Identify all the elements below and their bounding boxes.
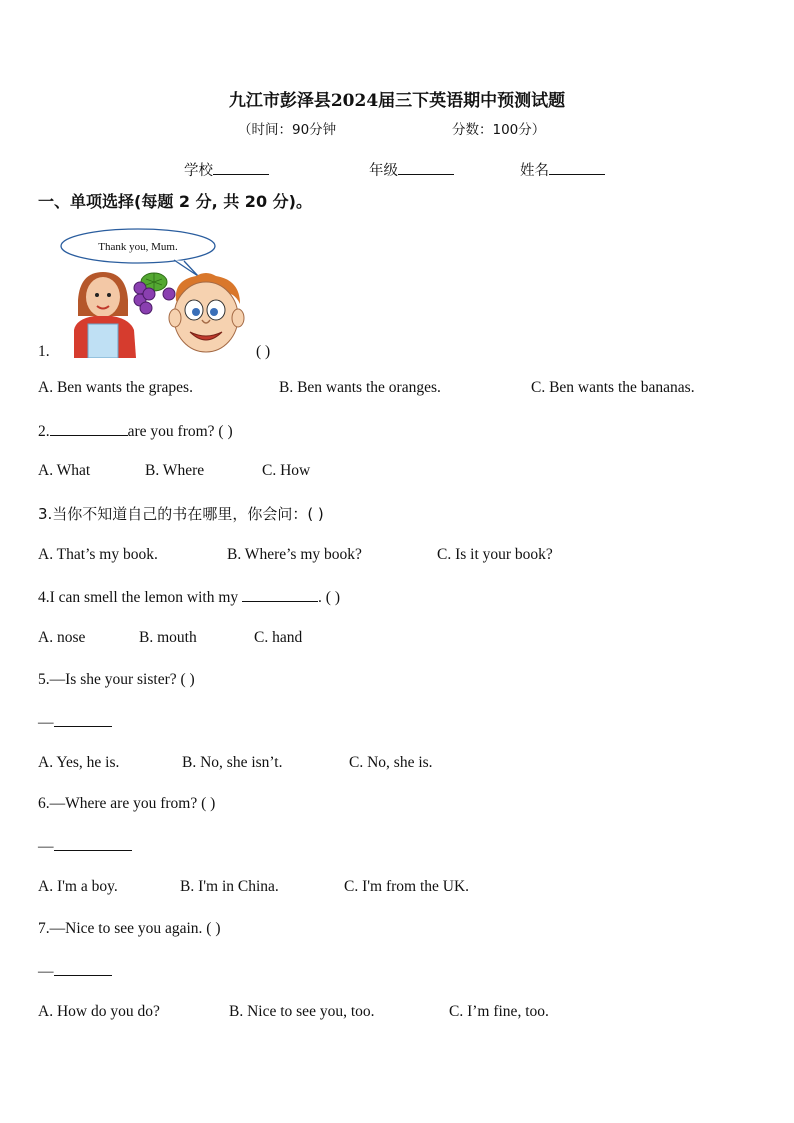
question-1-paren: ( ) [256, 343, 271, 360]
question-2-number: 2. [38, 423, 50, 440]
question-3-option-c: C. Is it your book? [437, 546, 553, 563]
question-4-option-a: A. nose [38, 629, 86, 646]
question-6-blank [54, 836, 132, 851]
question-3-option-a: A. That’s my book. [38, 546, 158, 563]
question-1-option-a: A. Ben wants the grapes. [38, 379, 193, 396]
grapes-icon [134, 273, 175, 314]
question-7-blank [54, 961, 112, 976]
question-5-blank [54, 712, 112, 727]
question-7-option-b: B. Nice to see you, too. [229, 1003, 375, 1020]
question-4-stem [38, 587, 340, 607]
question-1-illustration [56, 224, 256, 358]
question-7-option-c: C. I’m fine, too. [449, 1003, 549, 1020]
question-5-option-b: B. No, she isn’t. [182, 754, 283, 771]
question-3-option-b: B. Where’s my book? [227, 546, 362, 563]
mum-figure [74, 272, 136, 358]
question-2-option-c: C. How [262, 462, 311, 479]
grade-label: 年级 [369, 163, 398, 179]
speech-bubble-text: Thank you, Mum. [98, 241, 178, 253]
section-title: 一、单项选择(每题 2 分, 共 20 分)。 [38, 192, 312, 211]
question-7-answer-line [38, 961, 112, 981]
question-4-blank [242, 587, 318, 602]
exam-score: 分数：100分） [452, 122, 546, 138]
boy-ben-figure [169, 273, 244, 352]
question-2-stem [38, 421, 233, 441]
grade-blank [398, 160, 454, 175]
question-3-stem: 3.当你不知道自己的书在哪里，你会问：( ) [38, 505, 324, 523]
question-5-dash: — [38, 714, 54, 731]
page-title: 九江市彭泽县2024届三下英语期中预测试题 [228, 91, 566, 111]
question-4-option-c: C. hand [254, 629, 303, 646]
question-4-paren: . ( ) [318, 589, 340, 606]
question-4-option-b: B. mouth [139, 629, 197, 646]
question-6-option-b: B. I'm in China. [180, 878, 279, 895]
question-5-option-a: A. Yes, he is. [38, 754, 120, 771]
school-label: 学校 [184, 163, 213, 179]
question-6-option-a: A. I'm a boy. [38, 878, 118, 895]
question-1-number: 1. [38, 343, 50, 360]
name-blank [549, 160, 605, 175]
question-6-dash: — [38, 838, 54, 855]
question-6-stem: 6.—Where are you from? ( ) [38, 795, 216, 812]
school-blank [213, 160, 269, 175]
question-6-option-c: C. I'm from the UK. [344, 878, 470, 895]
school-field [184, 159, 269, 180]
question-2-option-b: B. Where [145, 462, 205, 479]
question-4-text: 4.I can smell the lemon with my [38, 589, 239, 606]
name-field [520, 159, 605, 180]
question-7-dash: — [38, 963, 54, 980]
grade-field [369, 159, 454, 180]
question-2-text: are you from? ( ) [127, 423, 233, 440]
question-5-answer-line [38, 712, 112, 732]
question-6-answer-line [38, 836, 132, 856]
exam-time: （时间：90分钟 [238, 122, 337, 138]
question-7-option-a: A. How do you do? [38, 1003, 160, 1020]
question-7-stem: 7.—Nice to see you again. ( ) [38, 920, 221, 937]
question-2-blank [50, 421, 128, 436]
question-5-option-c: C. No, she is. [349, 754, 433, 771]
question-1-option-b: B. Ben wants the oranges. [279, 379, 441, 396]
question-5-stem: 5.—Is she your sister? ( ) [38, 671, 195, 688]
question-2-option-a: A. What [38, 462, 91, 479]
name-label: 姓名 [520, 163, 549, 179]
question-1-option-c: C. Ben wants the bananas. [531, 379, 695, 396]
